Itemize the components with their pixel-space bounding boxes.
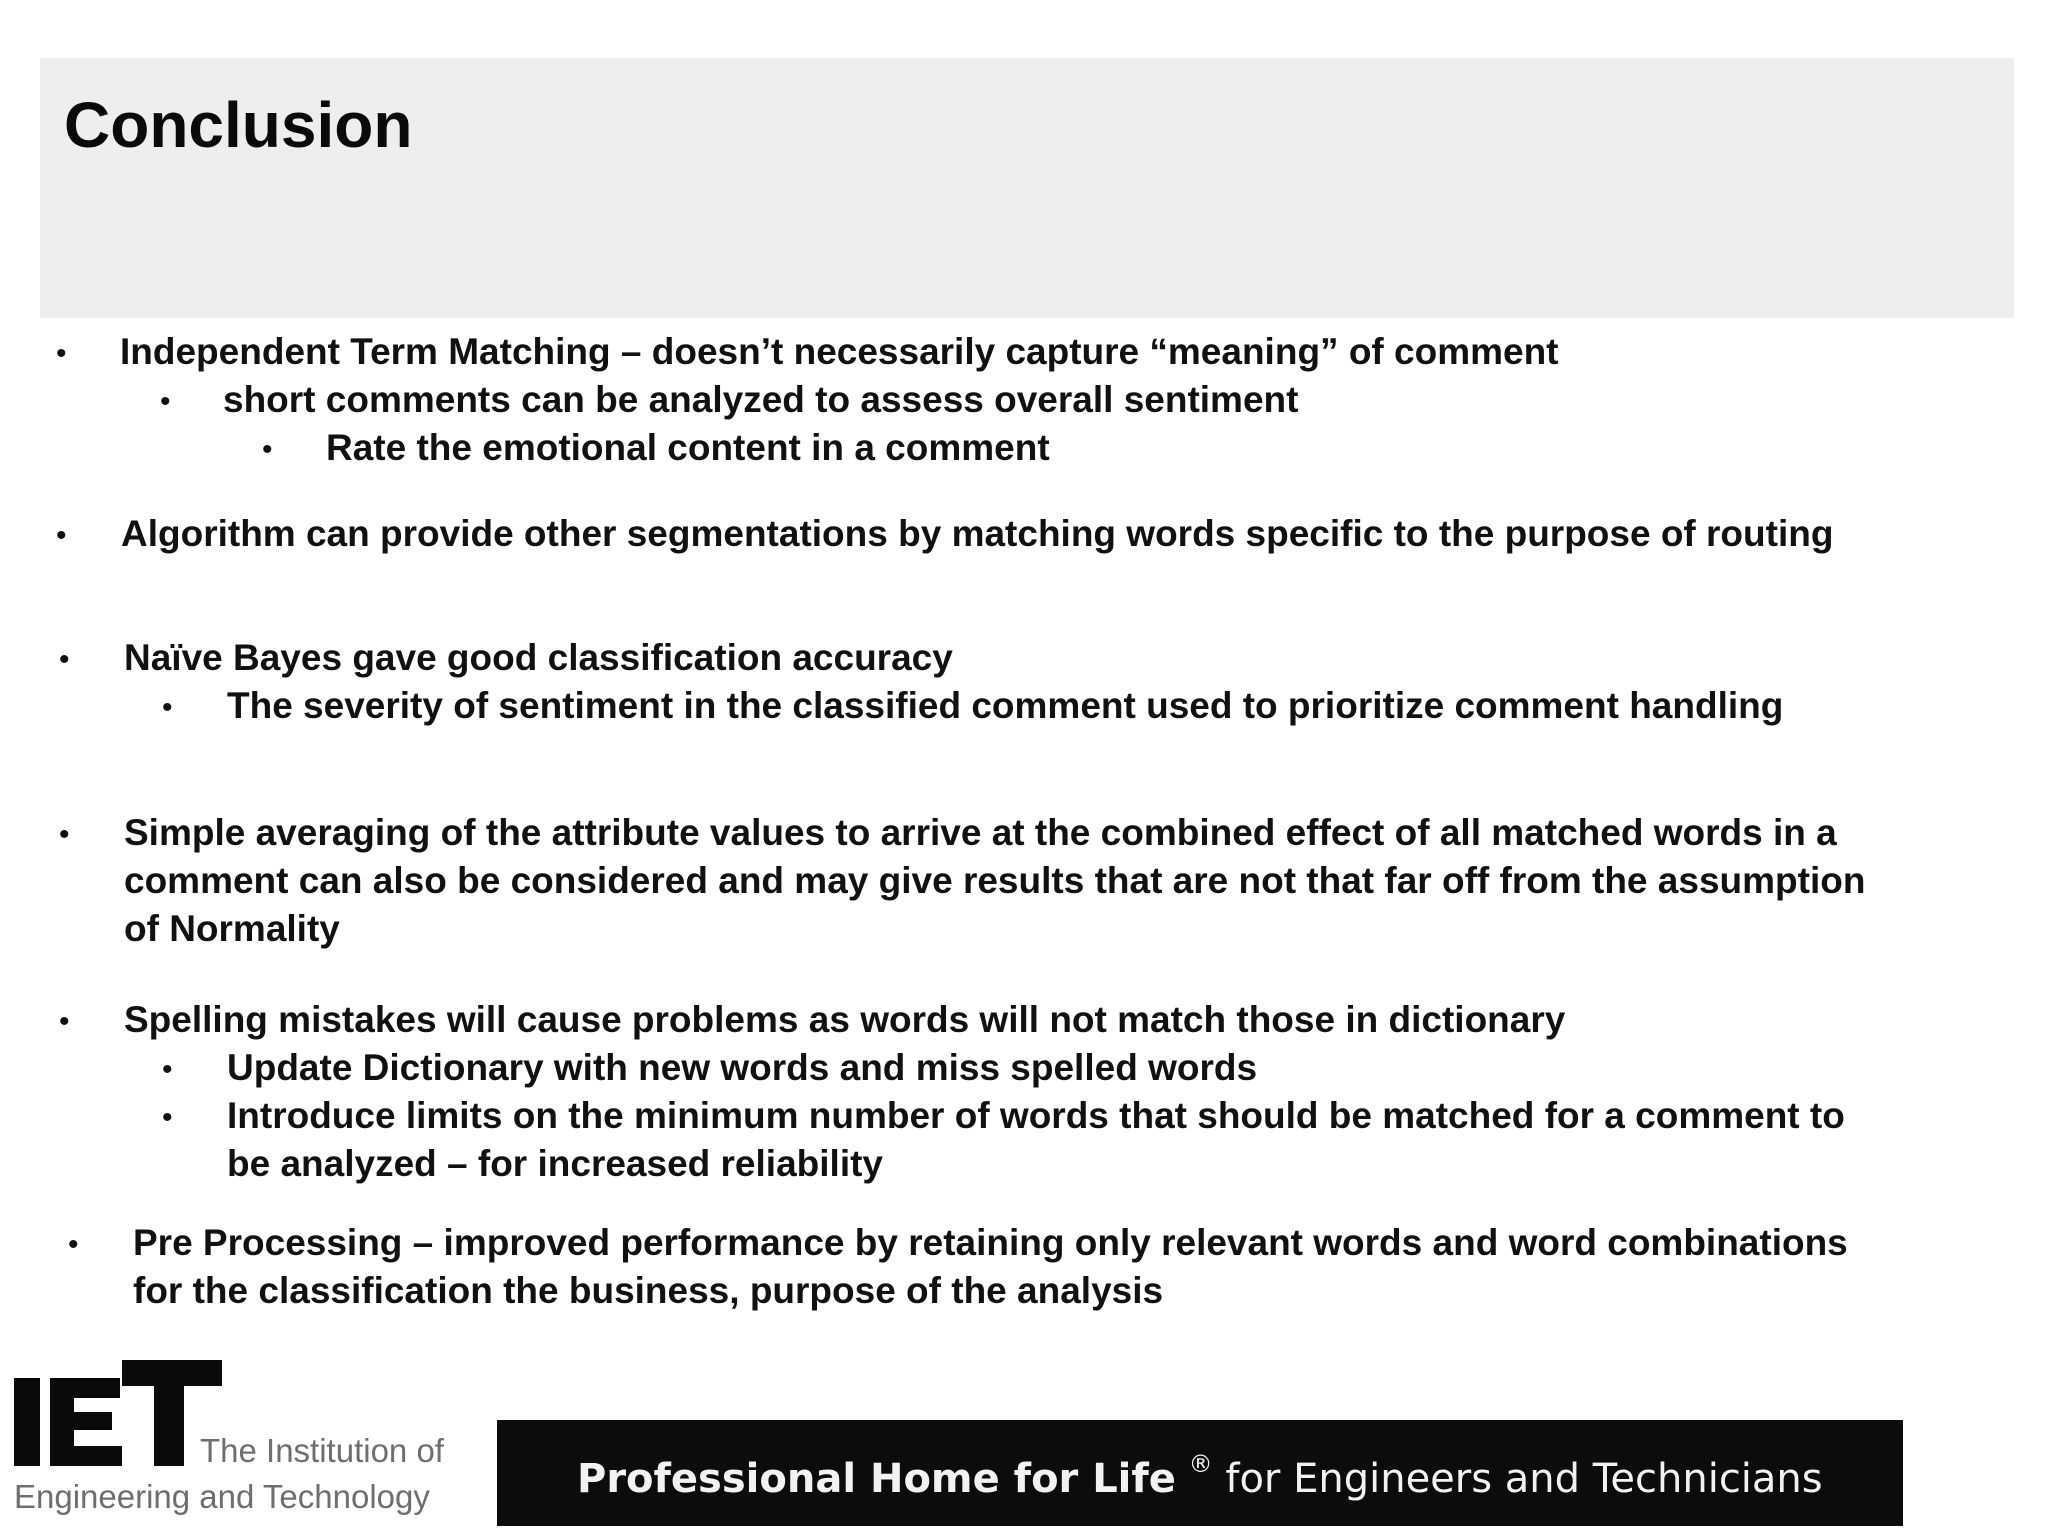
bullet-text-continued: be analyzed – for increased reliability	[227, 1143, 883, 1184]
footer-banner	[497, 1420, 1903, 1526]
bullet-marker: •	[56, 519, 67, 552]
bullet-marker: •	[68, 1228, 79, 1261]
bullet-text-continued: of Normality	[124, 908, 340, 949]
bullet-text: Algorithm can provide other segmentations by matching words specific to the purpose of routing	[121, 513, 1834, 554]
bullet-text-continued: for the classification the business, purpose of the analysis	[133, 1270, 1164, 1311]
iet-logo-mark	[14, 1350, 224, 1470]
bullet-marker: •	[56, 337, 67, 370]
bullet-text: Introduce limits on the minimum number of words that should be matched for a comment to	[227, 1095, 1845, 1136]
bullet-marker: •	[262, 433, 273, 466]
banner-strong-text: Professional Home for Life	[577, 1456, 1176, 1502]
bullet-text-continued: comment can also be considered and may give results that are not that far off from the assumption	[124, 860, 1866, 901]
banner-text	[577, 1450, 1823, 1502]
registered-mark: ®	[1188, 1450, 1213, 1478]
bullet-marker: •	[162, 691, 173, 724]
institution-name-line2: Engineering and Technology	[14, 1478, 430, 1515]
bullet-text: The severity of sentiment in the classified comment used to prioritize comment handling	[227, 685, 1784, 726]
slide-title: Conclusion	[64, 89, 413, 161]
bullet-marker: •	[162, 1053, 173, 1086]
bullet-text: Pre Processing – improved performance by retaining only relevant words and word combinations	[133, 1222, 1848, 1263]
bullet-marker: •	[59, 1005, 70, 1038]
bullet-marker: •	[160, 385, 171, 418]
bullet-text: Rate the emotional content in a comment	[326, 427, 1050, 468]
bullet-text: short comments can be analyzed to assess overall sentiment	[223, 379, 1299, 420]
bullet-text: Spelling mistakes will cause problems as words will not match those in dictionary	[124, 999, 1566, 1040]
bullet-marker: •	[59, 643, 70, 676]
iet-logo	[14, 1350, 484, 1530]
bullet-text: Simple averaging of the attribute values to arrive at the combined effect of all matched words in a	[124, 812, 1837, 853]
bullet-text: Update Dictionary with new words and miss spelled words	[227, 1047, 1258, 1088]
bullet-marker: •	[59, 818, 70, 851]
banner-rest-text: for Engineers and Technicians	[1225, 1456, 1823, 1502]
bullet-marker: •	[162, 1101, 173, 1134]
institution-name-line1: The Institution of	[200, 1432, 444, 1469]
bullet-text: Naïve Bayes gave good classification accuracy	[124, 637, 953, 678]
bullet-text: Independent Term Matching – doesn’t necessarily capture “meaning” of comment	[120, 331, 1559, 372]
